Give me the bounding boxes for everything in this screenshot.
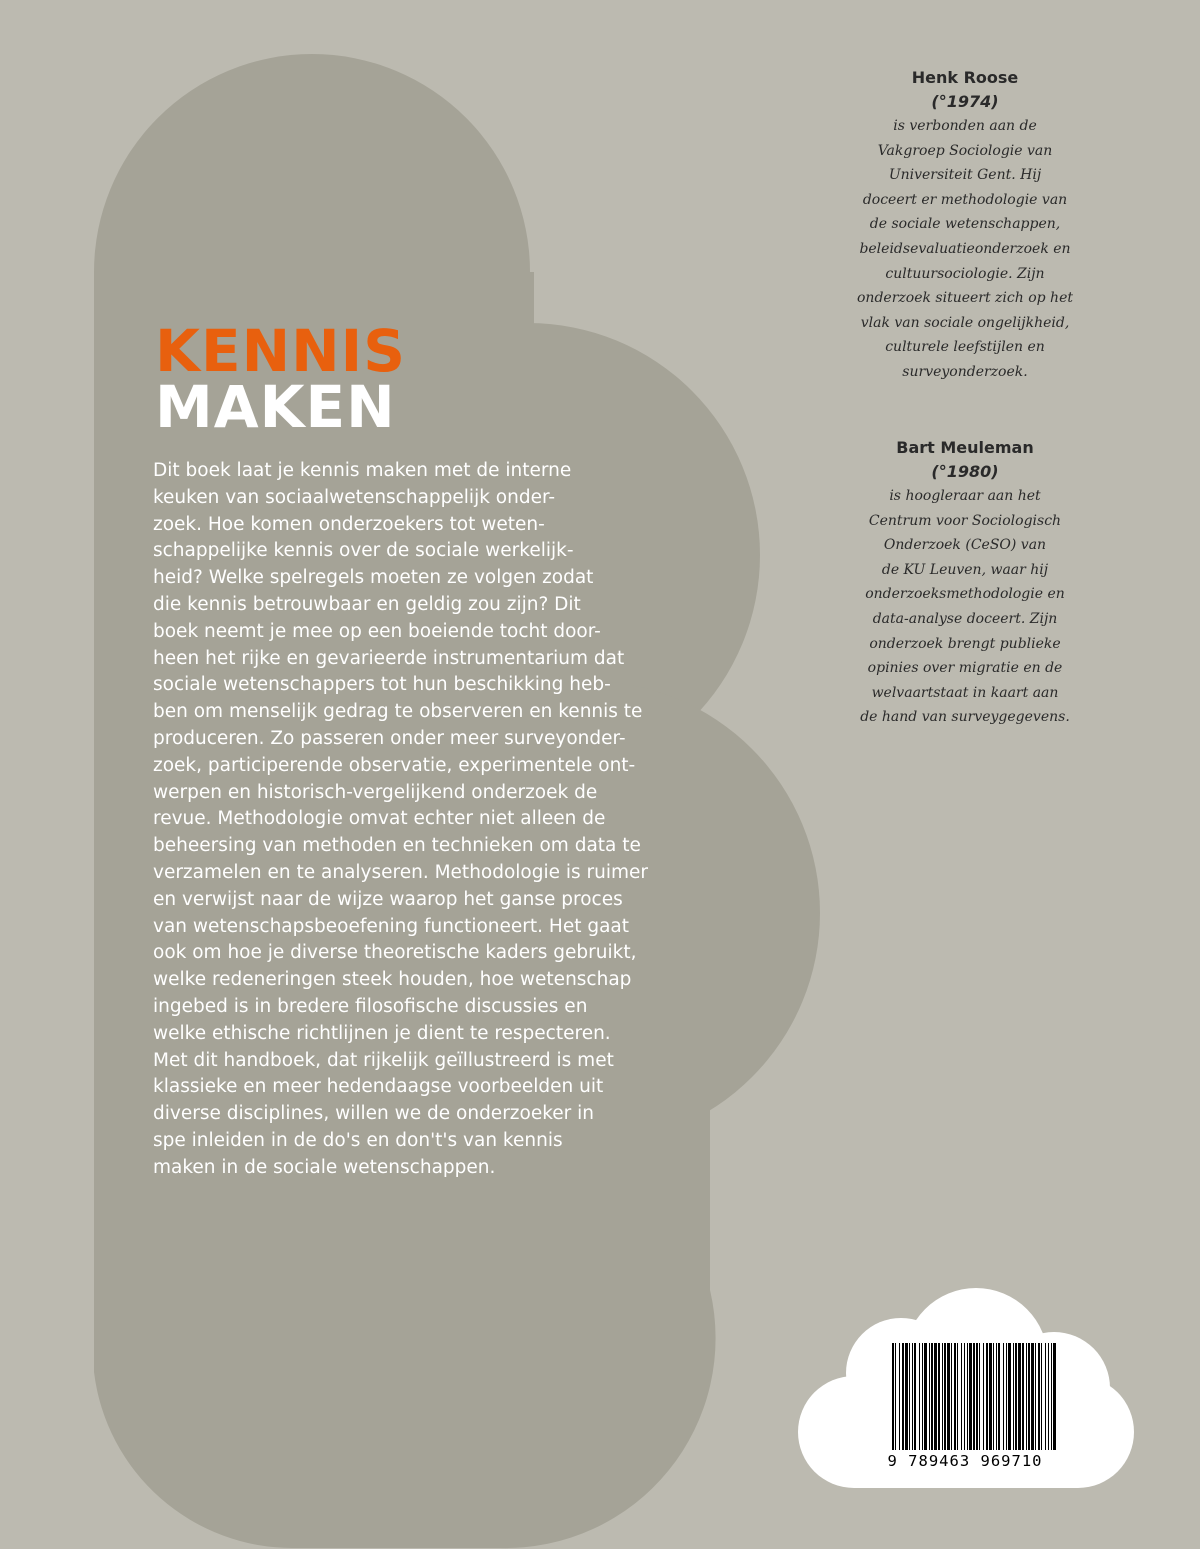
blurb-line: Met dit handboek, dat rijkelijk geïllustreerd is met — [153, 1049, 614, 1071]
barcode-number: 9 789463 969710 — [872, 1450, 1058, 1472]
author-bio-meuleman — [840, 436, 1090, 730]
bio-line: onderzoek brengt publieke — [869, 635, 1061, 652]
bio-line: Vakgroep Sociologie van — [877, 142, 1053, 159]
author-birth-year: (°1980) — [931, 462, 999, 481]
title-maken: MAKEN — [155, 373, 396, 441]
bio-line: Universiteit Gent. Hij — [888, 167, 1042, 184]
bio-line: surveyonderzoek. — [902, 363, 1028, 380]
blurb-line: spe inleiden in de do's en don't's van kennis — [153, 1129, 563, 1151]
blurb-line: van wetenschapsbeoefening functioneert. Het gaat — [153, 915, 630, 937]
bio-line: vlak van sociale ongelijkheid, — [860, 314, 1070, 331]
blurb-line: zoek. Hoe komen onderzoekers tot weten- — [153, 513, 545, 535]
blurb-line: zoek, participerende observatie, experimentele ont- — [153, 754, 636, 776]
author-name: Bart Meuleman — [896, 438, 1034, 457]
blurb-line: heid? Welke spelregels moeten ze volgen zodat — [153, 567, 594, 589]
blurb-line: produceren. Zo passeren onder meer surveyonder- — [153, 727, 626, 749]
author-bio-roose — [840, 66, 1090, 385]
author-bio-text — [840, 114, 1090, 385]
blurb-line: klassieke en meer hedendaagse voorbeelden uit — [153, 1076, 604, 1098]
barcode-bars — [890, 1343, 1060, 1458]
blurb-line: diverse disciplines, willen we de onderzoeker in — [153, 1103, 594, 1125]
blurb-line: ingebed is in bredere filosofische discussies en — [153, 995, 588, 1017]
bio-line: welvaartstaat in kaart aan — [871, 684, 1059, 701]
blurb-line: welke redeneringen steek houden, hoe wetenschap — [153, 969, 632, 991]
bio-line: opinies over migratie en de — [867, 660, 1063, 677]
bio-line: is hoogleraar aan het — [889, 488, 1041, 504]
author-birth-year: (°1974) — [931, 92, 999, 111]
bio-line: data-analyse doceert. Zijn — [872, 610, 1058, 627]
bio-line: de hand van surveygegevens. — [860, 709, 1070, 726]
blurb-line: die kennis betrouwbaar en geldig zou zijn? Dit — [153, 593, 581, 615]
blurb-line: werpen en historisch-vergelijkend onderzoek de — [153, 781, 598, 803]
blurb-line: revue. Methodologie omvat echter niet alleen de — [153, 808, 606, 830]
bio-line: culturele leefstijlen en — [885, 339, 1045, 356]
blurb-line: boek neemt je mee op een boeiende tocht door- — [153, 620, 601, 642]
bio-line: doceert er methodologie van — [862, 191, 1068, 208]
author-bio-text — [840, 484, 1090, 730]
blurb-line: heen het rijke en gevarieerde instrumentarium dat — [153, 647, 625, 669]
blurb-line: ben om menselijk gedrag te observeren en kennis te — [153, 701, 643, 723]
blurb-line: sociale wetenschappers tot hun beschikking heb- — [153, 674, 611, 696]
blurb-line: welke ethische richtlijnen je dient te respecteren. — [153, 1022, 611, 1044]
bio-line: beleidsevaluatieonderzoek en — [859, 240, 1071, 257]
bio-line: onderzoek situeert zich op het — [857, 290, 1073, 307]
blurb-line: Dit boek laat je kennis maken met de interne — [153, 460, 572, 481]
bio-line: de KU Leuven, waar hij — [881, 561, 1049, 578]
blurb-line: beheersing van methoden en technieken om data te — [153, 835, 641, 857]
bio-line: cultuursociologie. Zijn — [885, 265, 1045, 282]
blurb-line: en verwijst naar de wijze waarop het ganse proces — [153, 888, 623, 910]
blurb-line: maken in de sociale wetenschappen. — [153, 1156, 496, 1178]
bio-line: de sociale wetenschappen, — [869, 216, 1061, 233]
title-kennis: KENNIS — [155, 317, 406, 385]
blurb-line: keuken van sociaalwetenschappelijk onder- — [153, 486, 556, 508]
back-cover-blurb — [153, 458, 663, 1182]
bio-line: is verbonden aan de — [893, 118, 1037, 134]
blurb-line: verzamelen en te analyseren. Methodologie is ruimer — [153, 861, 649, 883]
blurb-line: ook om hoe je diverse theoretische kaders gebruikt, — [153, 942, 637, 964]
bio-line: Centrum voor Sociologisch — [868, 512, 1062, 529]
bio-line: onderzoeksmethodologie en — [865, 586, 1065, 603]
author-name: Henk Roose — [911, 68, 1019, 87]
blurb-line: schappelijke kennis over de sociale werkelijk- — [153, 540, 574, 562]
bio-line: Onderzoek (CeSO) van — [883, 537, 1047, 554]
